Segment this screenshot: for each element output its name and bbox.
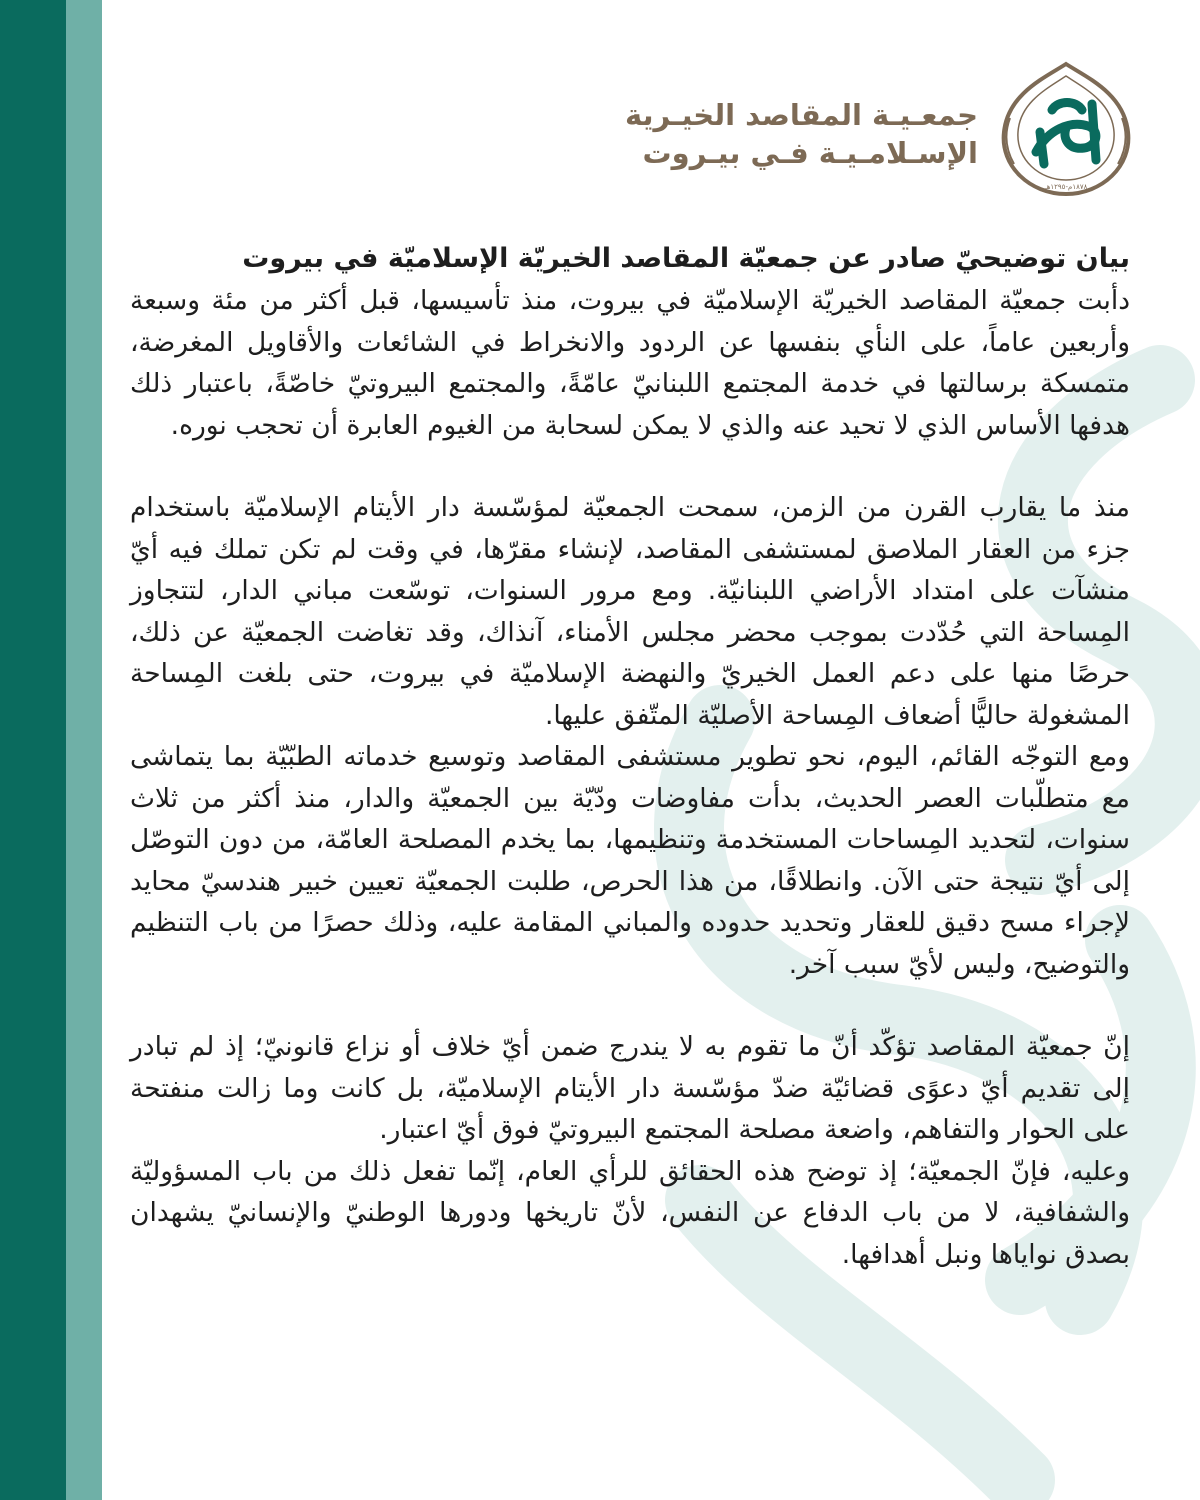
statement-paragraph-3: ومع التوجّه القائم، اليوم، نحو تطوير مستشفى المقاصد وتوسيع خدماته الطبّيّة بما يتماشى مع متطلّبات العصر الحديث، بدأت مفاوضات ودّيّة بين الجمعيّة والدار، منذ أكثر من ثلاث سنوات، لتحديد المِساحات المستخدمة وتنظيمها، بما يخدم المصلحة العامّة، من دون التوصّل إلى أيّ نتيجة حتى الآن. وانطلاقًا، من هذا الحرص، طلبت الجمعيّة تعيين خبير هندسيّ محايد لإجراء مسح دقيق للعقار وتحديد حدوده والمباني المقامة عليه، وذلك حصرًا من باب التنظيم والتوضيح، وليس لأيّ سبب آخر. [130,741,1130,980]
calligraphy-seal-icon [996,60,1136,200]
statement-title: بيان توضيحيّ صادر عن جمعيّة المقاصد الخيريّة الإسلاميّة في بيروت [242,243,1130,274]
letterhead [625,60,1136,200]
left-stripe-dark [0,0,66,1500]
statement-paragraph-4: إنّ جمعيّة المقاصد تؤكّد أنّ ما تقوم به لا يندرج ضمن أيّ خلاف أو نزاع قانونيّ؛ إذ لم تبادر إلى تقديم أيّ دعوًى قضائيّة ضدّ مؤسّسة دار الأيتام الإسلاميّة، بل كانت وما زالت منفتحة على الحوار والتفاهم، واضعة مصلحة المجتمع البيروتيّ فوق أيّ اعتبار. [130,1031,1130,1145]
statement-paragraph-1: دأبت جمعيّة المقاصد الخيريّة الإسلاميّة في بيروت، منذ تأسيسها، قبل أكثر من مئة وسبعة وأربعين عاماً، على النأي بنفسها عن الردود والانخراط في الشائعات والأقاويل المغرضة، متمسكة برسالتها في خدمة المجتمع اللبنانيّ عامّةً، والمجتمع البيروتيّ خاصّةً، باعتبار ذلك هدفها الأساس الذي لا تحيد عنه والذي لا يمكن لسحابة من الغيوم العابرة أن تحجب نوره. [130,285,1130,441]
organization-name [625,96,978,172]
organization-name-line-1: جمعـيـة المقاصد الخيـرية [625,98,978,132]
left-stripe-light [66,0,102,1500]
statement-paragraph-5: وعليه، فإنّ الجمعيّة؛ إذ توضح هذه الحقائق للرأي العام، إنّما تفعل ذلك من باب المسؤوليّة والشفافية، لا من باب الدفاع عن النفس، لأنّ تاريخها ودورها الوطنيّ والإنسانيّ يشهدان بصدق نواياها ونبل أهدافها. [130,1155,1130,1270]
statement-body [130,238,1130,1275]
statement-paragraph-2: منذ ما يقارب القرن من الزمن، سمحت الجمعيّة لمؤسّسة دار الأيتام الإسلاميّة باستخدام جزء من العقار الملاصق لمستشفى المقاصد، لإنشاء مقرّها، في وقت لم تكن تملك فيه أيّ منشآت على امتداد الأراضي اللبنانيّة. ومع مرور السنوات، توسّعت مباني الدار، لتتجاوز المِساحة التي حُدّدت بموجب محضر مجلس الأمناء، آنذاك، وقد تغاضت الجمعيّة عن ذلك، حرصًا منها على دعم العمل الخيريّ والنهضة الإسلاميّة في بيروت، حتى بلغت المِساحة المشغولة حاليًّا أضعاف المِساحة الأصليّة المتّفق عليها. [130,492,1130,731]
svg-text:١٨٧٨م-١٢٩٥هـ: ١٨٧٨م-١٢٩٥هـ [1044,183,1088,191]
organization-name-line-2: الإسـلامـيـة فـي بيـروت [642,136,978,170]
